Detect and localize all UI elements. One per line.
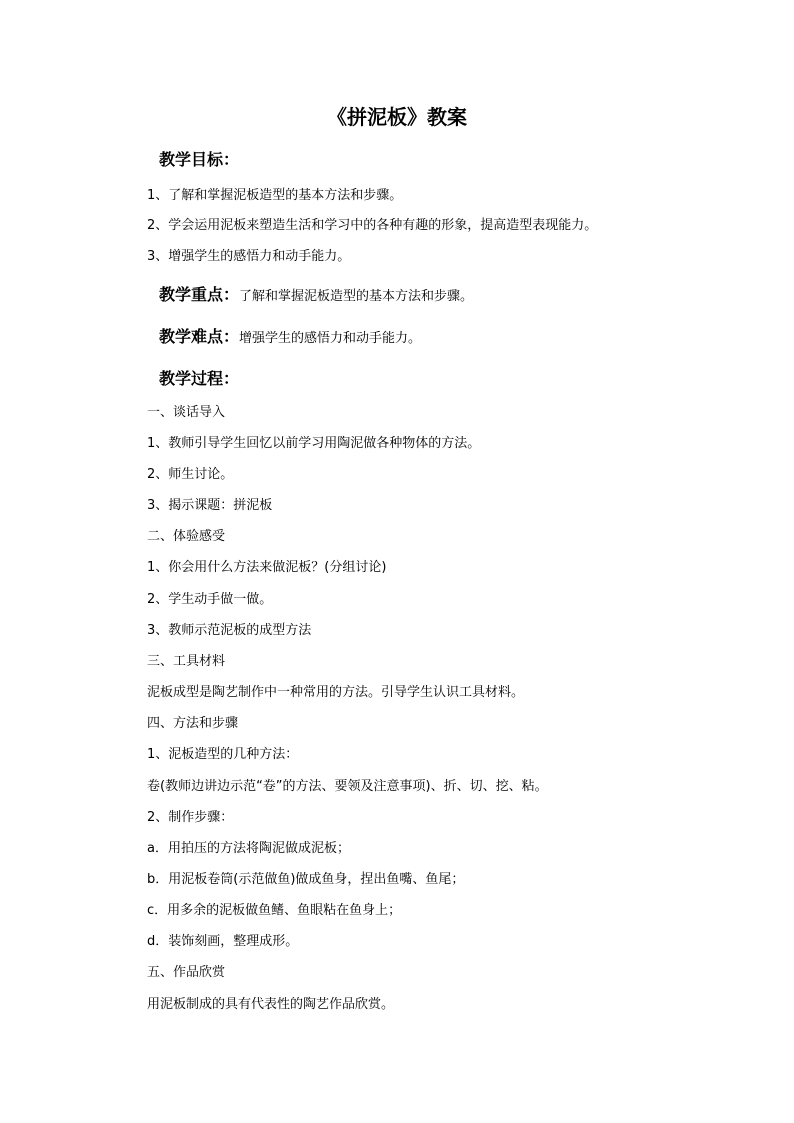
process-line: 卷(教师边讲边示范“卷”的方法、要领及注意事项)、折、切、挖、粘。 bbox=[147, 779, 548, 794]
section-heading-methods: 四、方法和步骤 bbox=[147, 716, 239, 731]
process-line: 2、制作步骤： bbox=[147, 810, 234, 825]
section-heading-materials: 三、工具材料 bbox=[147, 654, 226, 669]
process-heading: 教学过程： bbox=[159, 369, 240, 388]
step-item: d．装饰刻画，整理成形。 bbox=[147, 934, 299, 949]
objective-item: 3、增强学生的感悟力和动手能力。 bbox=[147, 249, 351, 264]
process-line: 1、泥板造型的几种方法： bbox=[147, 747, 299, 762]
document-title: 《拼泥板》教案 bbox=[327, 105, 467, 129]
objective-item: 2、学会运用泥板来塑造生活和学习中的各种有趣的形象，提高造型表现能力。 bbox=[147, 218, 598, 233]
objectives-heading: 教学目标： bbox=[159, 150, 240, 169]
step-item: c．用多余的泥板做鱼鳍、鱼眼粘在鱼身上； bbox=[147, 903, 402, 918]
step-item: b．用泥板卷筒(示范做鱼)做成鱼身，捏出鱼嘴、鱼尾； bbox=[147, 872, 465, 887]
section-heading-appreciation: 五、作品欣赏 bbox=[147, 965, 226, 980]
objective-item: 1、了解和掌握泥板造型的基本方法和步骤。 bbox=[147, 188, 403, 203]
process-line: 1、教师引导学生回忆以前学习用陶泥做各种物体的方法。 bbox=[147, 436, 481, 451]
process-line: 泥板成型是陶艺制作中一种常用的方法。引导学生认识工具材料。 bbox=[147, 685, 525, 700]
section-heading-intro: 一、谈话导入 bbox=[147, 405, 226, 420]
step-item: a．用拍压的方法将陶泥做成泥板； bbox=[147, 841, 350, 856]
key-point-row bbox=[159, 283, 473, 309]
process-line: 3、揭示课题：拼泥板 bbox=[147, 498, 273, 513]
process-line: 2、师生讨论。 bbox=[147, 467, 234, 482]
difficulty-text: 增强学生的感悟力和动手能力。 bbox=[239, 331, 422, 346]
process-line: 1、你会用什么方法来做泥板？(分组讨论) bbox=[147, 560, 387, 575]
process-line: 用泥板制成的具有代表性的陶艺作品欣赏。 bbox=[147, 997, 395, 1012]
process-line: 2、学生动手做一做。 bbox=[147, 592, 273, 607]
section-heading-experience: 二、体验感受 bbox=[147, 529, 226, 544]
key-point-text: 了解和掌握泥板造型的基本方法和步骤。 bbox=[239, 289, 474, 304]
key-point-heading: 教学重点： bbox=[159, 285, 240, 304]
difficulty-heading: 教学难点： bbox=[159, 327, 240, 346]
process-line: 3、教师示范泥板的成型方法 bbox=[147, 623, 312, 638]
difficulty-row bbox=[159, 325, 421, 351]
